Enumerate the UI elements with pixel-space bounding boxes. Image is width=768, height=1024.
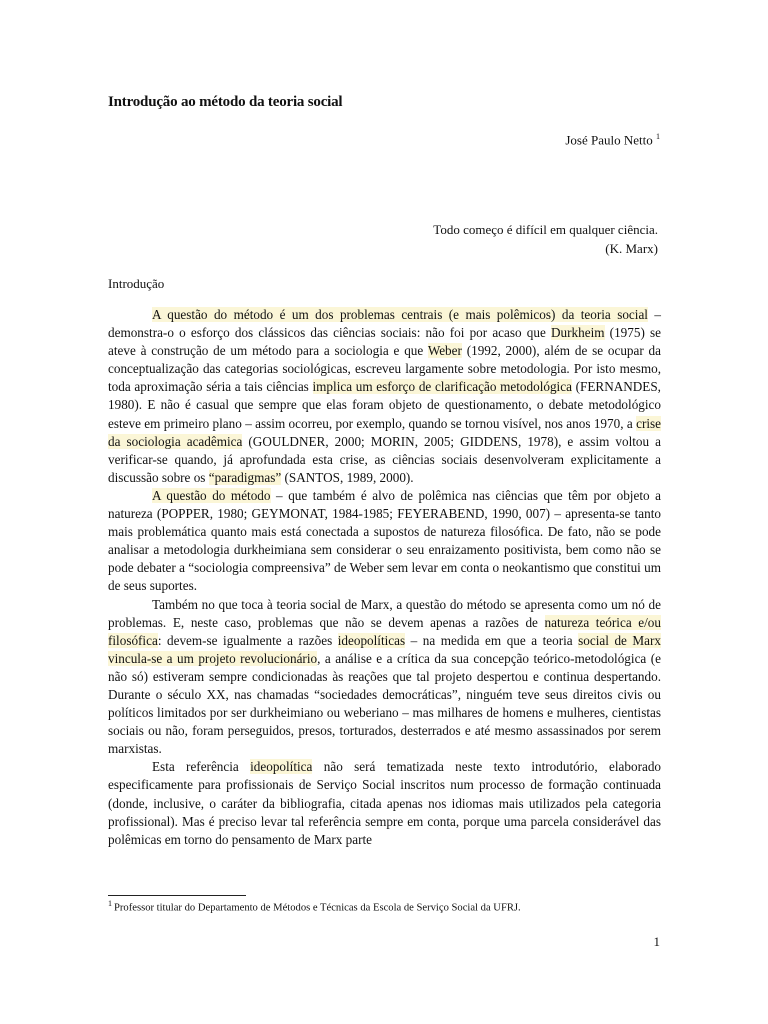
paragraph-text: , a análise e a crítica da sua concepção teórico-metodológica (e não só) estiveram sempre condicionadas às reações que tal projeto despertou e continua despertando. Durante o século XX, nas chamadas “sociedades democráticas”, ninguém teve seus direitos civis ou políticos limitados por ser durkheimiano ou weberiano – mas milhares de homens e mulheres, cientistas sociais ou não, foram perseguidos, presos, torturados, desterrados e até mesmo assassinados por serem marxistas. bbox=[108, 650, 661, 757]
footnote-divider bbox=[108, 895, 246, 896]
paragraph-text: Também no que toca à teoria social de Marx, a questão do método se apresenta como um nó de problemas. E, neste caso, problemas que não se devem apenas a razões de bbox=[108, 596, 661, 630]
author-footnote-mark[interactable]: 1 bbox=[656, 132, 660, 141]
paragraph-text: (SANTOS, 1989, 2000). bbox=[281, 469, 414, 485]
footnote bbox=[108, 899, 668, 914]
highlighted-text: Weber bbox=[427, 343, 462, 359]
highlighted-text: Durkheim bbox=[551, 325, 605, 341]
body-text bbox=[108, 306, 661, 849]
section-heading: Introdução bbox=[108, 276, 165, 291]
highlighted-text: crise da sociologia acadêmica bbox=[108, 415, 661, 449]
author-line bbox=[565, 132, 660, 148]
body-paragraph bbox=[108, 306, 661, 487]
footnote-text: Professor titular do Departamento de Métodos e Técnicas da Escola de Serviço Social da UFRJ. bbox=[114, 902, 521, 914]
epigraph-attribution: (K. Marx) bbox=[605, 241, 658, 256]
footnote-mark: 1 bbox=[108, 899, 112, 908]
highlighted-text: social de Marx vincula-se a um projeto revolucionário bbox=[108, 632, 661, 666]
body-paragraph bbox=[108, 758, 661, 848]
paragraph-text: – que também é alvo de polêmica nas ciências que têm por objeto a natureza (POPPER, 1980; GEYMONAT, 1984-1985; FEYERABEND, 1990, 007) – apresenta-se tanto mais problemática quanto mais está conectada a supostos de natureza filosófica. De fato, não se pode analisar a metodologia durkheimiana sem considerar o seu enraizamento positivista, bem como não se pode debater a “sociologia compreensiva” de Weber sem levar em conta o neokantismo que constitui um de seus suportes. bbox=[108, 487, 661, 594]
epigraph-quote: Todo começo é difícil em qualquer ciência. bbox=[433, 222, 658, 237]
paragraph-text: – na medida em que a teoria bbox=[405, 632, 579, 648]
paragraph-text: : devem-se igualmente a razões bbox=[157, 632, 338, 648]
highlighted-text: ideopolítica bbox=[250, 759, 313, 775]
highlighted-text: natureza teórica e/ou filosófica bbox=[108, 614, 661, 648]
paragraph-text: Esta referência bbox=[152, 759, 251, 775]
body-paragraph bbox=[108, 487, 661, 596]
paragraph-text: (GOULDNER, 2000; MORIN, 2005; GIDDENS, 1978), e assim voltou a verificar-se quando, já aprofundada esta crise, as ciências sociais desenvolveram explicitamente a discussão sobre os bbox=[108, 433, 661, 485]
paragraph-text: (1975) se ateve à construção de um método para a sociologia e que bbox=[108, 325, 661, 359]
paragraph-text: – demonstra-o o esforço dos clássicos das ciências sociais: não foi por acaso que bbox=[108, 307, 662, 341]
highlighted-text: ideopolíticas bbox=[337, 632, 406, 648]
paragraph-text: (FERNANDES, 1980). E não é casual que sempre que elas foram objeto de questionamento, o debate metodológico esteve em primeiro plano – assim ocorreu, por exemplo, quando se tornou visível, nos anos 1970, a bbox=[108, 379, 661, 431]
paragraph-text: (1992, 2000), além de se ocupar da conceptualização das categorias sociológicas, escreveu largamente sobre metodologia. Por isto mesmo, toda aproximação séria a tais ciências bbox=[108, 343, 661, 395]
body-paragraph bbox=[108, 596, 661, 759]
document-title: Introdução ao método da teoria social bbox=[108, 94, 343, 110]
page-number: 1 bbox=[653, 934, 660, 949]
highlighted-text: A questão do método bbox=[152, 487, 271, 503]
highlighted-text: “paradigmas” bbox=[208, 469, 282, 485]
epigraph bbox=[433, 220, 658, 258]
highlighted-text: implica um esforço de clarificação metodológica bbox=[312, 379, 572, 395]
paragraph-text: não será tematizada neste texto introdutório, elaborado especificamente para profissionais de Serviço Social inscritos num processo de formação continuada (donde, inclusive, o caráter da bibliografia, citada apenas nos idiomas mais utilizados pela categoria profissional). Mas é preciso levar tal referência sempre em conta, porque uma parcela considerável das polêmicas em torno do pensamento de Marx parte bbox=[108, 759, 662, 847]
highlighted-text: A questão do método é um dos problemas centrais (e mais polêmicos) da teoria social bbox=[152, 307, 648, 322]
author-name: José Paulo Netto bbox=[565, 132, 653, 148]
